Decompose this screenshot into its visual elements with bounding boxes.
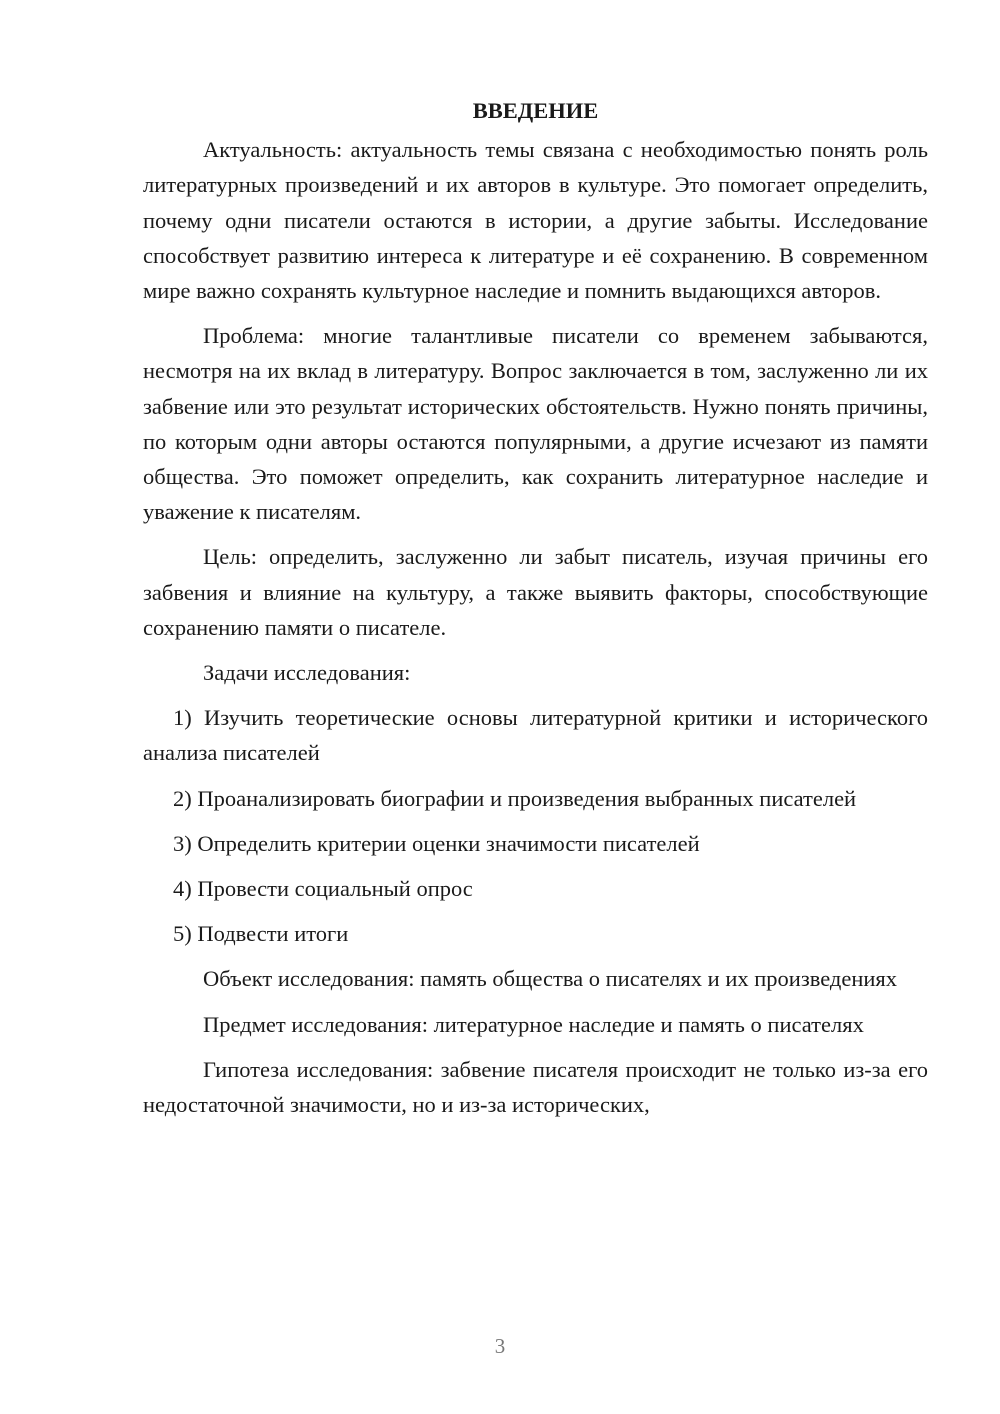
list-item: 3) Определить критерии оценки значимости писателей [173, 830, 700, 856]
section-title: ВВЕДЕНИЕ [472, 98, 599, 123]
paragraph-subject: Предмет исследования: литературное наследие и память о писателях [203, 1011, 864, 1037]
list-item: 4) Провести социальный опрос [173, 876, 473, 902]
list-item: 2) Проанализировать биографии и произведения выбранных писателей [173, 785, 857, 811]
paragraph-problem: Проблема: многие талантливые писатели со временем забываются, несмотря на их вклад в литературу. Вопрос заключается в том, заслуженно ли их забвение или это результат исторических обстоятельств. Нужно понять причины, по которым одни авторы остаются популярными, а другие исчезают из памяти общества. Это поможет определить, как сохранить литературное наследие и уважение к писателям. [143, 323, 928, 525]
page-number: 3 [494, 1334, 506, 1358]
tasks-heading: Задачи исследования: [203, 660, 411, 686]
list-item: 5) Подвести итоги [173, 921, 349, 947]
paragraph-object: Объект исследования: память общества о писателях и их произведениях [203, 966, 898, 992]
paragraph-relevance: Актуальность: актуальность темы связана с необходимостью понять роль литературных произведений и их авторов в культуре. Это помогает определить, почему одни писатели остаются в истории, а другие забыты. Исследование способствует развитию интереса к литературе и её сохранению. В современном мире важно сохранять культурное наследие и помнить выдающихся авторов. [143, 137, 928, 304]
tasks-list [143, 700, 928, 951]
page-content [143, 93, 928, 1122]
list-item: 1) Изучить теоретические основы литературной критики и исторического анализа писателей [143, 705, 928, 766]
paragraph-hypothesis: Гипотеза исследования: забвение писателя происходит не только из-за его недостаточной значимости, но и из-за исторических, [143, 1056, 928, 1118]
paragraph-goal: Цель: определить, заслуженно ли забыт писатель, изучая причины его забвения и влияние на культуру, а также выявить факторы, способствующие сохранению памяти о писателе. [143, 544, 928, 640]
